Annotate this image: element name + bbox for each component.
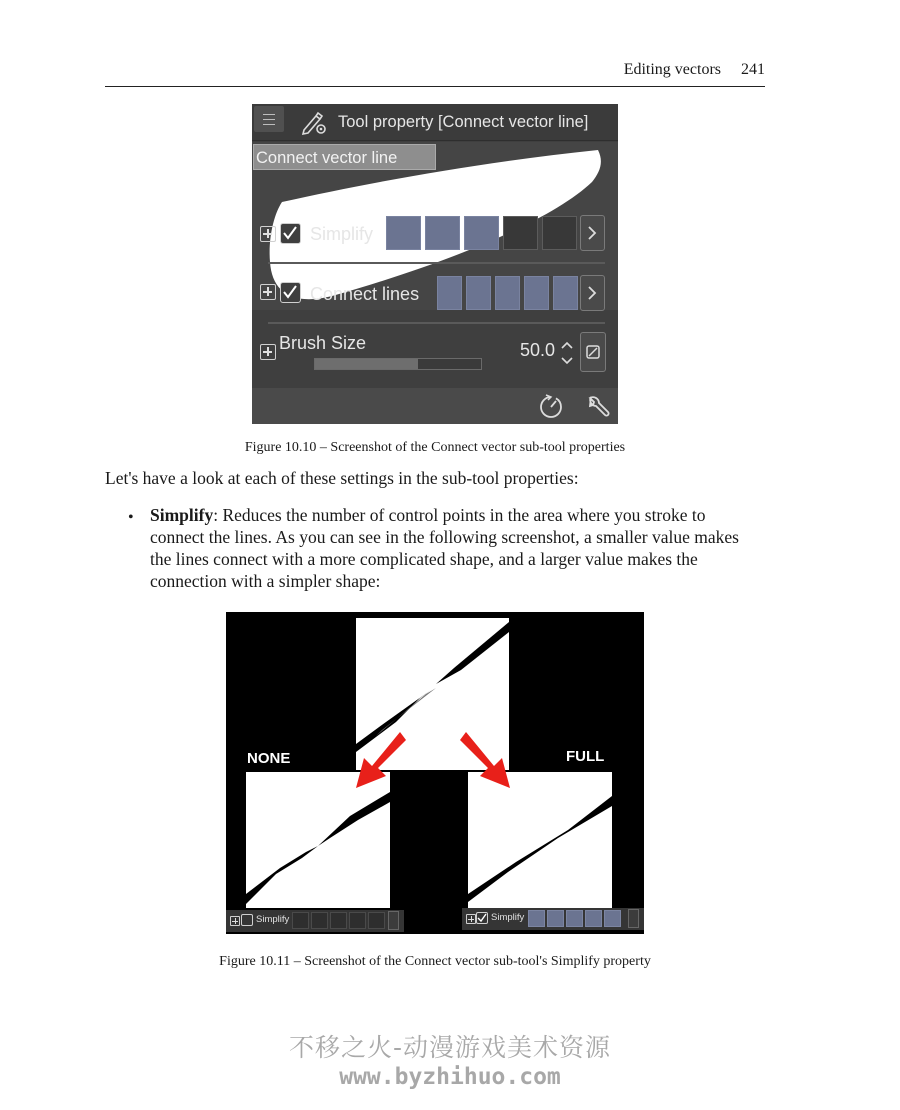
arrow-to-none-icon xyxy=(350,728,406,792)
pressure-settings-icon[interactable] xyxy=(537,392,565,420)
brush-size-label: Brush Size xyxy=(279,333,367,353)
bullet-line xyxy=(150,504,790,526)
brush-size-fill xyxy=(315,359,418,369)
intro-paragraph: Let's have a look at each of these settings in the sub-tool properties: xyxy=(105,468,579,488)
tool-property-panel xyxy=(252,104,618,424)
mini-next-button[interactable] xyxy=(388,911,399,930)
bullet-line: connect the lines. As you can see in the following screenshot, a smaller value makes xyxy=(150,527,739,547)
connect-lines-level-cells[interactable] xyxy=(437,276,582,310)
level-cell[interactable] xyxy=(349,912,366,929)
mini-next-button[interactable] xyxy=(628,909,639,928)
expand-icon[interactable] xyxy=(466,914,476,924)
arrow-to-full-icon xyxy=(460,728,516,792)
level-cell[interactable] xyxy=(425,216,460,250)
simplify-bullet xyxy=(150,504,790,592)
spin-up-down-icon[interactable] xyxy=(559,338,575,368)
level-cell[interactable] xyxy=(368,912,385,929)
expand-brush-size-icon[interactable] xyxy=(260,344,276,360)
level-cell[interactable] xyxy=(542,216,577,250)
connect-lines-checkbox[interactable] xyxy=(280,282,301,303)
panel-title: Tool property [Connect vector line] xyxy=(338,113,589,131)
level-cell[interactable] xyxy=(553,276,578,310)
connect-lines-next-button[interactable] xyxy=(580,275,605,311)
level-cell[interactable] xyxy=(437,276,462,310)
bullet-line: connection with a simpler shape: xyxy=(150,571,381,591)
no-pressure-icon xyxy=(585,344,601,360)
level-cell[interactable] xyxy=(524,276,549,310)
mini-simplify-checkbox-checked[interactable] xyxy=(476,912,488,924)
bullet-line: the lines connect with a more complicated shape, and a larger value makes the xyxy=(150,549,698,569)
level-cell[interactable] xyxy=(503,216,538,250)
label-none: NONE xyxy=(247,750,291,767)
brush-size-preset-button[interactable] xyxy=(580,332,606,372)
running-header xyxy=(105,58,765,87)
level-cell[interactable] xyxy=(330,912,347,929)
watermark-url: www.byzhihuo.com xyxy=(339,1064,561,1090)
expand-connect-lines-icon[interactable] xyxy=(260,284,276,300)
connect-lines-label: Connect lines xyxy=(310,284,420,304)
mini-level-cells[interactable] xyxy=(528,910,623,927)
bullet-term: Simplify xyxy=(150,505,214,525)
expand-icon[interactable] xyxy=(230,916,240,926)
simplify-level-cells[interactable] xyxy=(386,216,581,250)
brush-size-value: 50.0 xyxy=(520,340,556,360)
preview-label: Connect vector line xyxy=(256,149,398,167)
level-cell[interactable] xyxy=(386,216,421,250)
mini-simplify-label: Simplify xyxy=(256,914,290,925)
level-cell[interactable] xyxy=(566,910,583,927)
label-full: FULL xyxy=(566,748,605,765)
wrench-icon[interactable] xyxy=(584,392,612,420)
expand-simplify-icon[interactable] xyxy=(260,226,276,242)
level-cell[interactable] xyxy=(547,910,564,927)
none-result-strokes xyxy=(246,772,390,908)
connect-lines-row xyxy=(252,272,618,318)
simplify-full-canvas xyxy=(468,772,612,908)
figure-10-10-caption: Figure 10.10 – Screenshot of the Connect vector sub-tool properties xyxy=(244,440,626,455)
simplify-none-canvas xyxy=(246,772,390,908)
level-cell[interactable] xyxy=(292,912,309,929)
panel-header xyxy=(252,104,618,141)
full-result-strokes xyxy=(468,772,612,908)
simplify-checkbox[interactable] xyxy=(280,223,301,244)
chapter-title: Editing vectors xyxy=(623,61,721,78)
figure-10-11-caption: Figure 10.11 – Screenshot of the Connect vector sub-tool's Simplify property xyxy=(219,954,651,969)
simplify-comparison-figure xyxy=(226,612,644,934)
page-number: 241 xyxy=(741,61,765,78)
preview-label-box xyxy=(253,144,436,170)
bullet-dot: • xyxy=(128,509,134,526)
divider xyxy=(268,262,605,264)
mini-simplify-label: Simplify xyxy=(491,912,525,923)
panel-footer xyxy=(252,388,618,424)
simplify-next-button[interactable] xyxy=(580,215,605,251)
level-cell[interactable] xyxy=(585,910,602,927)
divider xyxy=(268,322,605,324)
watermark-text: 不移之火-动漫游戏美术资源 xyxy=(288,1033,612,1062)
level-cell[interactable] xyxy=(311,912,328,929)
level-cell[interactable] xyxy=(464,216,499,250)
level-cell[interactable] xyxy=(466,276,491,310)
level-cell[interactable] xyxy=(604,910,621,927)
mini-simplify-bar-full xyxy=(462,908,644,930)
chevron-right-icon xyxy=(586,225,598,241)
level-cell[interactable] xyxy=(495,276,520,310)
brush-size-slider[interactable] xyxy=(314,358,482,370)
simplify-label: Simplify xyxy=(310,224,374,244)
chevron-right-icon xyxy=(586,285,598,301)
mini-simplify-checkbox-unchecked[interactable] xyxy=(241,914,253,926)
level-cell[interactable] xyxy=(528,910,545,927)
bullet-text: : Reduces the number of control points in the area where you stroke to xyxy=(213,505,706,525)
menu-icon[interactable] xyxy=(254,106,284,132)
pen-gear-icon xyxy=(300,110,328,136)
mini-level-cells[interactable] xyxy=(292,912,387,929)
simplify-row xyxy=(252,212,618,258)
mini-simplify-bar-none xyxy=(226,910,404,932)
